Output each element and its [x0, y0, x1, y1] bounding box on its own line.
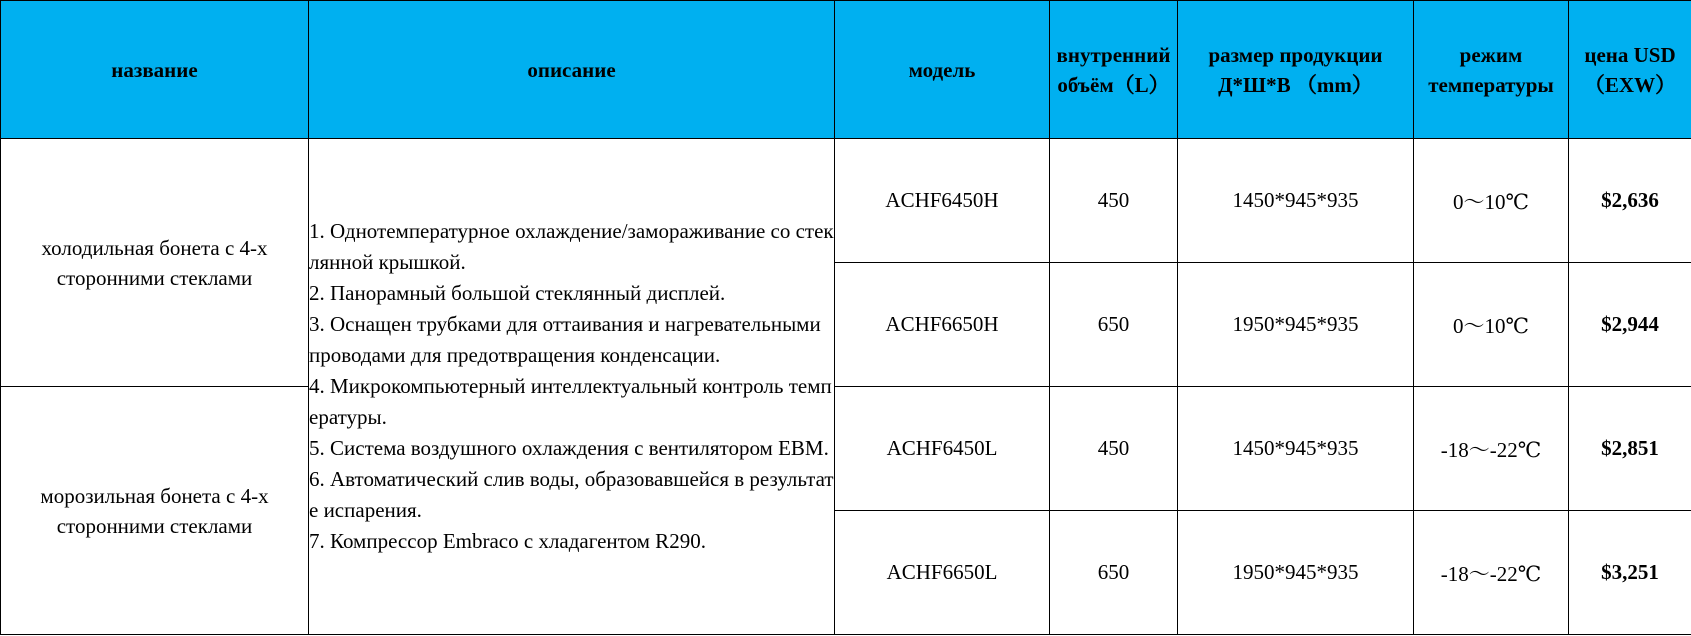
group-name: морозильная бонета с 4-х сторонними стеклами	[1, 387, 309, 635]
description-line: 7. Компрессор Embraco с хладагентом R290.	[309, 529, 706, 553]
header-model: модель	[835, 1, 1050, 139]
header-volume: внутренний объём（L）	[1050, 1, 1178, 139]
header-size: размер продукции Д*Ш*В （mm）	[1178, 1, 1414, 139]
table-row	[1, 139, 1691, 263]
description-cell	[309, 139, 835, 635]
temp-cell: 0～10℃	[1414, 263, 1569, 387]
volume-cell: 650	[1050, 511, 1178, 635]
size-cell: 1950*945*935	[1178, 511, 1414, 635]
description-line: 6. Автоматический слив воды, образовавшейся в результате испарения.	[309, 467, 834, 522]
price-cell: $2,851	[1569, 387, 1691, 511]
header-price: цена USD（EXW）	[1569, 1, 1691, 139]
header-row	[1, 1, 1691, 139]
group-name: холодильная бонета с 4-х сторонними стеклами	[1, 139, 309, 387]
description-line: 2. Панорамный большой стеклянный дисплей.	[309, 281, 726, 305]
price-cell: $3,251	[1569, 511, 1691, 635]
size-cell: 1450*945*935	[1178, 387, 1414, 511]
size-cell: 1450*945*935	[1178, 139, 1414, 263]
price-cell: $2,944	[1569, 263, 1691, 387]
size-cell: 1950*945*935	[1178, 263, 1414, 387]
model-cell: ACHF6450H	[835, 139, 1050, 263]
description-line: 5. Система воздушного охлаждения с вентилятором EBM.	[309, 436, 829, 460]
temp-cell: -18～-22℃	[1414, 511, 1569, 635]
header-name: название	[1, 1, 309, 139]
volume-cell: 450	[1050, 139, 1178, 263]
table-row	[1, 387, 1691, 511]
temp-cell: 0～10℃	[1414, 139, 1569, 263]
temp-cell: -18～-22℃	[1414, 387, 1569, 511]
price-cell: $2,636	[1569, 139, 1691, 263]
description-line: 1. Однотемпературное охлаждение/замораживание со стеклянной крышкой.	[309, 219, 834, 274]
volume-cell: 450	[1050, 387, 1178, 511]
model-cell: ACHF6650L	[835, 511, 1050, 635]
model-cell: ACHF6650H	[835, 263, 1050, 387]
volume-cell: 650	[1050, 263, 1178, 387]
description-line: 4. Микрокомпьютерный интеллектуальный контроль температуры.	[309, 374, 832, 429]
header-temp: режим температуры	[1414, 1, 1569, 139]
description-line: 3. Оснащен трубками для оттаивания и нагревательными проводами для предотвращения конденсации.	[309, 312, 821, 367]
header-description: описание	[309, 1, 835, 139]
model-cell: ACHF6450L	[835, 387, 1050, 511]
